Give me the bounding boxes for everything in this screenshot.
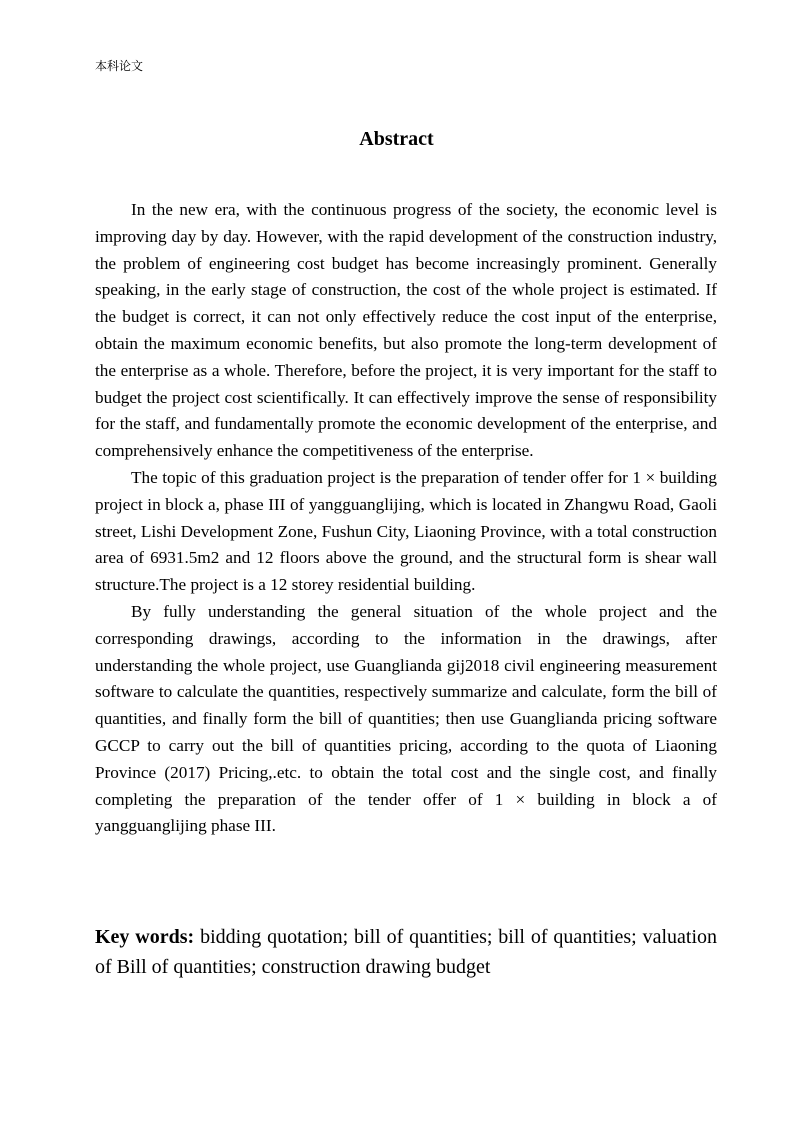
abstract-paragraph-2: The topic of this graduation project is the preparation of tender offer for 1 × building project in block a, phase III of yangguanglijing, which is located in Zhangwu Road, Gaoli street, Lishi Development Zone, Fushun City, Liaoning Province, with a total construction area of 6931.5m2 and 12 floors above the ground, and the structural form is shear wall structure.The project is a 12 storey residential building. xyxy=(95,467,717,595)
keywords-block xyxy=(95,922,717,982)
abstract-paragraph-1: In the new era, with the continuous progress of the society, the economic level is improving day by day. However, with the rapid development of the construction industry, the problem of engineering cost budget has become increasingly prominent. Generally speaking, in the early stage of construction, the cost of the whole project is estimated. If the budget is correct, it can not only effectively reduce the cost input of the enterprise, obtain the maximum economic benefits, but also promote the long-term development of the enterprise as a whole. Therefore, before the project, it is very important for the staff to budget the project cost scientifically. It can effectively improve the sense of responsibility for the staff, and fundamentally promote the economic development of the enterprise, and comprehensively enhance the competitiveness of the enterprise. xyxy=(95,200,717,461)
abstract-body xyxy=(95,197,717,840)
abstract-paragraph-3: By fully understanding the general situation of the whole project and the corresponding drawings, according to the information in the drawings, after understanding the whole project, use Guanglianda gij2018 civil engineering measurement software to calculate the quantities, respectively summarize and calculate, form the bill of quantities, and finally form the bill of quantities; then use Guanglianda pricing software GCCP to carry out the bill of quantities pricing, according to the quota of Liaoning Province (2017) Pricing,.etc. to obtain the total cost and the single cost, and finally completing the preparation of the tender offer of 1 × building in block a of yangguanglijing phase III. xyxy=(95,601,717,836)
abstract-title: Abstract xyxy=(359,128,434,150)
running-header: 本科论文 xyxy=(95,59,144,73)
keywords-text: bidding quotation; bill of quantities; bill of quantities; valuation of Bill of quantities; construction drawing budget xyxy=(95,926,717,978)
keywords-label: Key words: xyxy=(95,926,195,948)
